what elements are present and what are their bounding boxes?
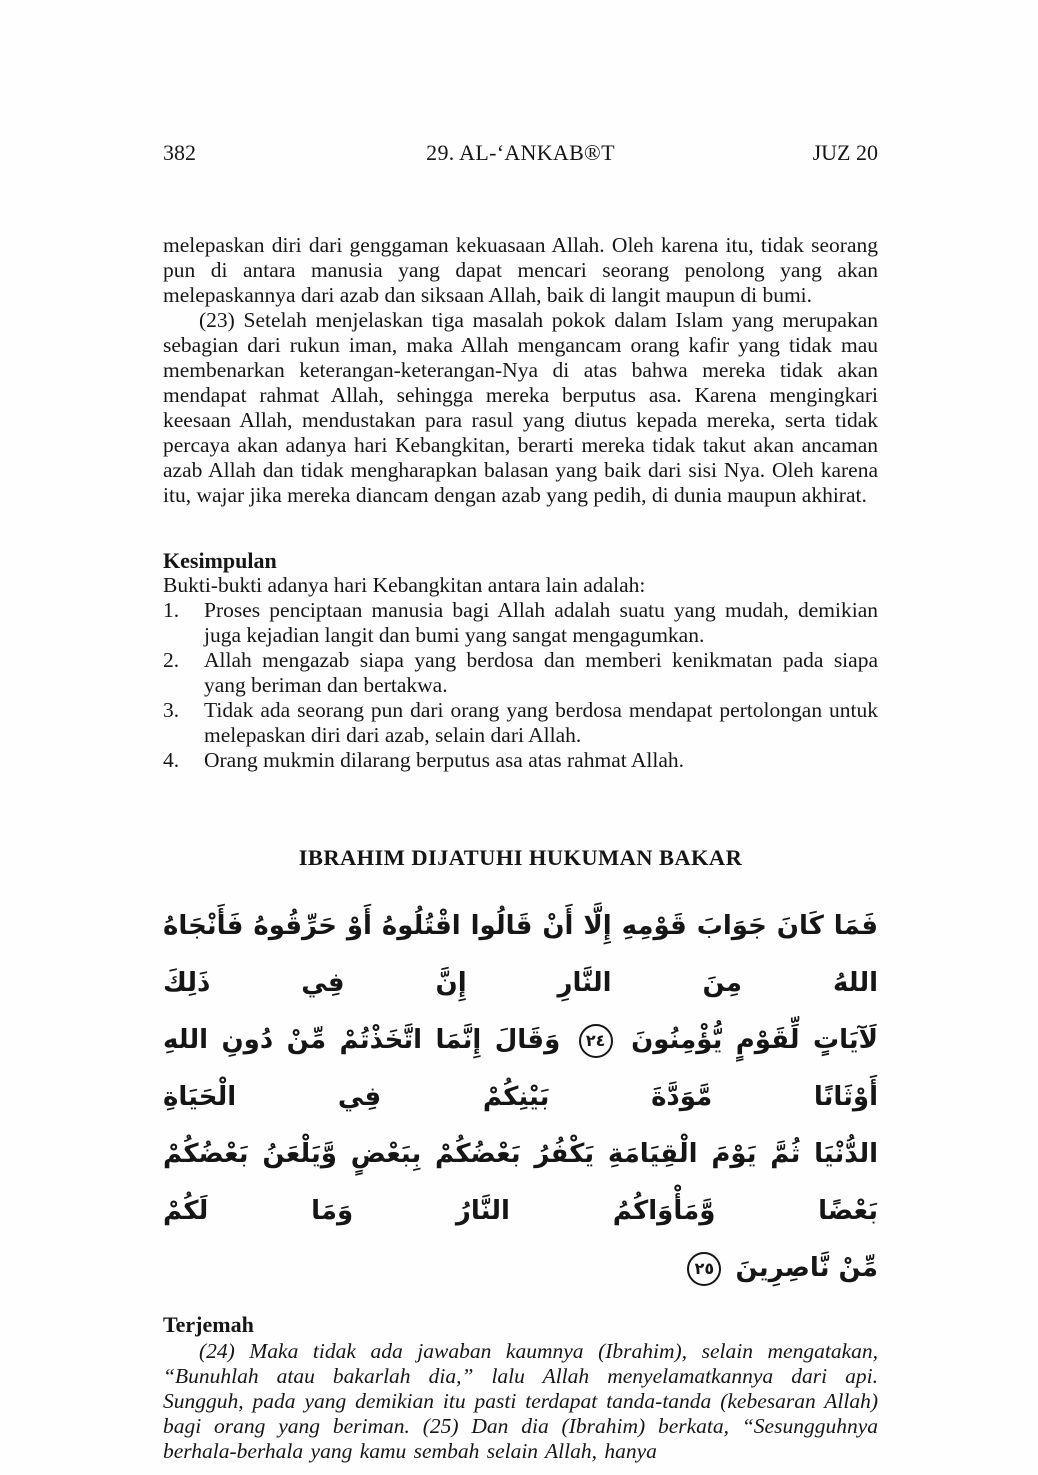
list-item-number: 1. [163, 598, 180, 622]
arabic-text: لَآيَاتٍ لِّقَوْمٍ يُّؤْمِنُونَ [631, 1025, 878, 1055]
juz-label: JUZ 20 [812, 140, 878, 165]
arabic-text: وَقَالَ إِنَّمَا اتَّخَذْتُمْ مِّنْ دُونِ اللهِ أَوْثَانًا مَّوَدَّةَ بَيْنِكُمْ فِي الْحَيَاةِ [163, 1025, 878, 1112]
surah-title: 29. AL-‘ANKAB®T [426, 140, 615, 165]
list-item [163, 748, 878, 773]
arabic-line [163, 1240, 878, 1297]
arabic-line [163, 898, 878, 1012]
paragraph-continuation: melepaskan diri dari genggaman kekuasaan Allah. Oleh karena itu, tidak seorang pun di antara manusia yang dapat mencari seorang penolong yang akan melepaskannya dari azab dan siksaan Allah, baik di langit maupun di bumi. [163, 233, 878, 307]
list-item [163, 598, 878, 648]
kesimpulan-list [163, 598, 878, 773]
kesimpulan-intro: Bukti-bukti adanya hari Kebangkitan antara lain adalah: [163, 573, 646, 597]
arabic-line [163, 1012, 878, 1126]
terjemah-heading: Terjemah [163, 1312, 254, 1337]
list-item-number: 2. [163, 648, 180, 672]
list-item-text: Proses penciptaan manusia bagi Allah adalah suatu yang mudah, demikian juga kejadian langit dan bumi yang sangat mengagumkan. [204, 598, 878, 647]
list-item [163, 648, 878, 698]
ayah-number-badge: ٢٤ [579, 1024, 613, 1058]
list-item-text: Tidak ada seorang pun dari orang yang berdosa mendapat pertolongan untuk melepaskan diri dari azab, selain dari Allah. [204, 698, 878, 747]
list-item [163, 698, 878, 748]
paragraph-23: (23) Setelah menjelaskan tiga masalah pokok dalam Islam yang merupakan sebagian dari rukun iman, maka Allah mengancam orang kafir yang tidak mau membenarkan keterangan-keterangan-Nya di atas bahwa mereka tidak akan mendapat rahmat Allah, sehingga mereka berputus asa. Karena mengingkari keesaan Allah, mendustakan para rasul yang diutus kepada mereka, serta tidak percaya akan adanya hari Kebangkitan, berarti mereka tidak takut akan ancaman azab Allah dan tidak mengharapkan balasan yang baik dari sisi Nya. Oleh karena itu, wajar jika mereka diancam dengan azab yang pedih, di dunia maupun akhirat. [163, 308, 878, 507]
terjemah-text: (24) Maka tidak ada jawaban kaumnya (Ibrahim), selain mengatakan, “Bunuhlah atau bakarlah dia,” lalu Allah menyelamatkannya dari api. Sungguh, pada yang demikian itu pasti terdapat tanda-tanda (kebesaran Allah) bagi orang yang beriman. (25) Dan dia (Ibrahim) berkata, “Sesungguhnya berhala-berhala yang kamu sembah selain Allah, hanya [163, 1339, 878, 1463]
arabic-text: الدُّنْيَا ثُمَّ يَوْمَ الْقِيَامَةِ يَكْفُرُ بَعْضُكُمْ بِبَعْضٍ وَّيَلْعَنُ بَعْضُكُمْ بَعْضًا وَّمَأْوَاكُمُ النَّارُ وَمَا لَكُمْ [163, 1139, 878, 1226]
arabic-verse-block [163, 898, 878, 1297]
page-header [163, 140, 878, 166]
list-item-number: 3. [163, 698, 180, 722]
section-heading: IBRAHIM DIJATUHI HUKUMAN BAKAR [298, 845, 743, 870]
kesimpulan-heading: Kesimpulan [163, 548, 277, 573]
list-item-text: Orang mukmin dilarang berputus asa atas rahmat Allah. [204, 748, 685, 772]
list-item-number: 4. [163, 748, 180, 772]
ayah-number-badge: ٢٥ [687, 1252, 721, 1286]
arabic-line [163, 1126, 878, 1240]
list-item-text: Allah mengazab siapa yang berdosa dan memberi kenikmatan pada siapa yang beriman dan bertakwa. [204, 648, 878, 697]
page-number: 382 [163, 140, 196, 165]
arabic-text: فَمَا كَانَ جَوَابَ قَوْمِهِ إِلَّا أَنْ قَالُوا اقْتُلُوهُ أَوْ حَرِّقُوهُ فَأَنْجَاهُ اللهُ مِنَ النَّارِ إِنَّ فِي ذَلِكَ [163, 911, 878, 998]
arabic-text: مِّنْ نَّاصِرِينَ [735, 1253, 878, 1283]
